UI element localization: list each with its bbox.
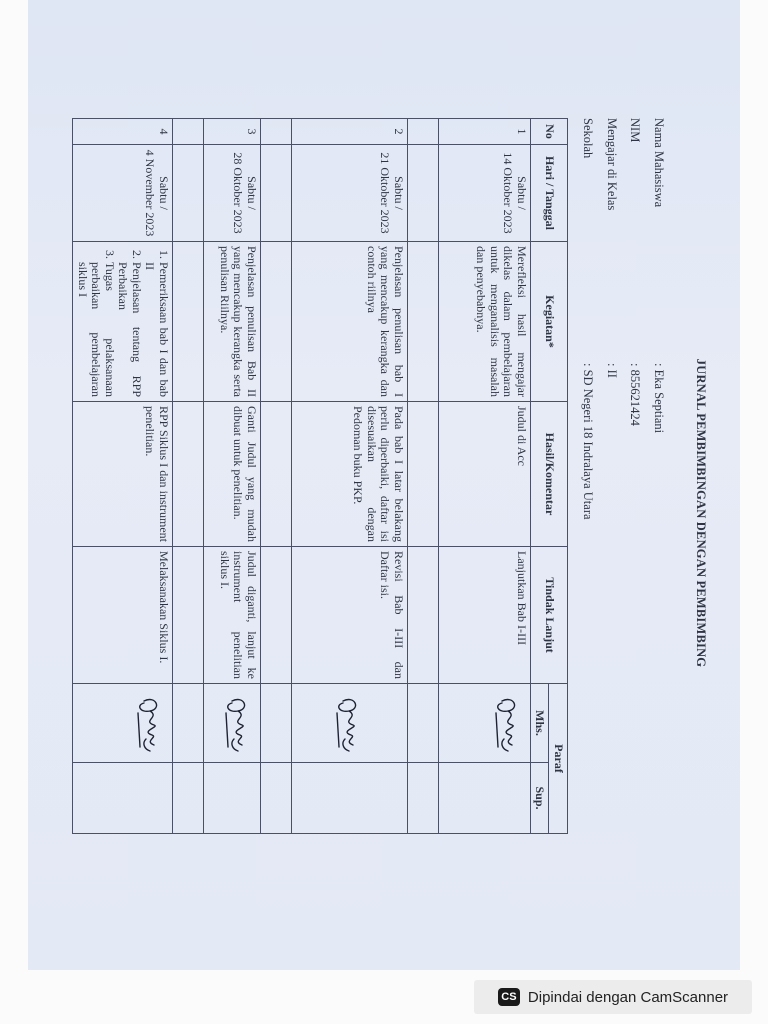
signature-image	[220, 691, 254, 755]
row-paraf-mhs	[73, 684, 173, 763]
row-date	[439, 145, 531, 242]
table-row	[204, 119, 261, 834]
row-paraf-sup	[439, 763, 531, 834]
info-row-nama	[647, 118, 671, 520]
document-title: JURNAL PEMBIMBINGAN DENGAN PEMBIMBING	[694, 358, 708, 668]
info-label: NIM	[628, 118, 643, 143]
row-date-text: 4 November 2023	[143, 149, 158, 237]
row-kegiatan: Merefleksi hasil mengajar dikelas dalam pembelajaran untuk menganalisis masalah dan penyebabnya.	[439, 242, 531, 402]
info-value: : 855621424	[628, 363, 643, 426]
info-label: Nama Mahasiswa	[652, 118, 666, 208]
row-no: 1	[439, 119, 531, 145]
journal-table	[73, 118, 569, 834]
row-no: 2	[292, 119, 408, 145]
header-hari-tanggal: Hari / Tanggal	[531, 145, 568, 242]
table-row-spacer	[173, 119, 204, 834]
student-info	[576, 118, 670, 520]
row-kegiatan	[73, 242, 173, 402]
info-row-kelas	[600, 118, 624, 520]
row-date-text: 14 Oktober 2023	[501, 152, 516, 234]
signature-image	[331, 691, 365, 755]
list-item: 3. Tugas pelaksanaan perbaikan pembelajaran siklus I	[76, 262, 117, 397]
header-no: No	[531, 119, 568, 145]
info-row-sekolah	[576, 118, 600, 520]
camscanner-watermark	[474, 980, 752, 1014]
row-paraf-mhs	[439, 684, 531, 763]
signature-image	[490, 691, 524, 755]
row-tindak: Judul diganti, lanjut ke instrument penelitian siklus I.	[204, 547, 261, 684]
header-hasil: Hasil/Komentar	[531, 402, 568, 547]
scanned-paper	[28, 0, 740, 970]
header-tindak-lanjut: Tindak Lanjut	[531, 547, 568, 684]
row-tindak: Lanjutkan Bab I-III	[439, 547, 531, 684]
row-day: Sabtu /	[515, 176, 529, 210]
row-day: Sabtu /	[245, 176, 259, 210]
row-hasil: RPP Siklus I dan instrument penelitian.	[73, 402, 173, 547]
header-paraf: Paraf	[549, 684, 568, 834]
table-row	[292, 119, 408, 834]
row-date	[204, 145, 261, 242]
row-paraf-mhs	[204, 684, 261, 763]
kegiatan-list	[76, 246, 171, 397]
row-paraf-sup	[73, 763, 173, 834]
table-row	[439, 119, 531, 834]
camscanner-text: Dipindai dengan CamScanner	[527, 988, 729, 1006]
list-item: 1. Pemeriksaan bab I dan bab II	[143, 262, 170, 397]
list-item: 2. Penjelasan tentang RPP Perbaikan	[116, 262, 143, 397]
signature-image	[132, 691, 166, 755]
info-label: Mengajar di Kelas	[605, 118, 619, 211]
row-kegiatan: Penjelasan penulisan bab I yang mencakup kerangka dan contoh riilnya	[292, 242, 408, 402]
row-hasil: Pada bab I latar belakang perlu diperbaiki, daftar isi disesuaikan dengan Pedoman buku PKP.	[292, 402, 408, 547]
info-value: : SD Negeri 18 Indralaya Utara	[581, 363, 596, 520]
info-value: : Eka Septiani	[652, 363, 666, 434]
row-hasil: Ganti Judul yang mudah dibuat untuk penelitian.	[204, 402, 261, 547]
row-kegiatan: Penjelasan penulisan Bab II yang mencakup kerangka serta penulisan Riilnya.	[204, 242, 261, 402]
rotated-page-content	[78, 88, 718, 938]
camscanner-icon: CS	[498, 988, 520, 1006]
header-sup: Sup.	[531, 763, 550, 834]
row-tindak: Revisi Bab I-III dan Daftar isi.	[292, 547, 408, 684]
info-label: Sekolah	[581, 118, 596, 159]
row-date-text: 21 Oktober 2023	[378, 152, 393, 234]
row-tindak: Melaksanakan Siklus I.	[73, 547, 173, 684]
info-value: : II	[605, 363, 619, 378]
table-row-spacer	[261, 119, 292, 834]
row-no: 3	[204, 119, 261, 145]
row-date-text: 28 Oktober 2023	[231, 152, 246, 234]
row-paraf-sup	[204, 763, 261, 834]
info-row-nim	[623, 118, 647, 520]
header-kegiatan: Kegiatan*	[531, 242, 568, 402]
header-mhs: Mhs.	[531, 684, 550, 763]
row-date	[73, 145, 173, 242]
row-hasil: Judul di Acc	[439, 402, 531, 547]
row-day: Sabtu /	[392, 176, 406, 210]
row-day: Sabtu /	[157, 176, 171, 210]
row-paraf-sup	[292, 763, 408, 834]
row-no: 4	[73, 119, 173, 145]
row-paraf-mhs	[292, 684, 408, 763]
header-row	[549, 119, 568, 834]
row-date	[292, 145, 408, 242]
table-row	[73, 119, 173, 834]
table-row-spacer	[408, 119, 439, 834]
